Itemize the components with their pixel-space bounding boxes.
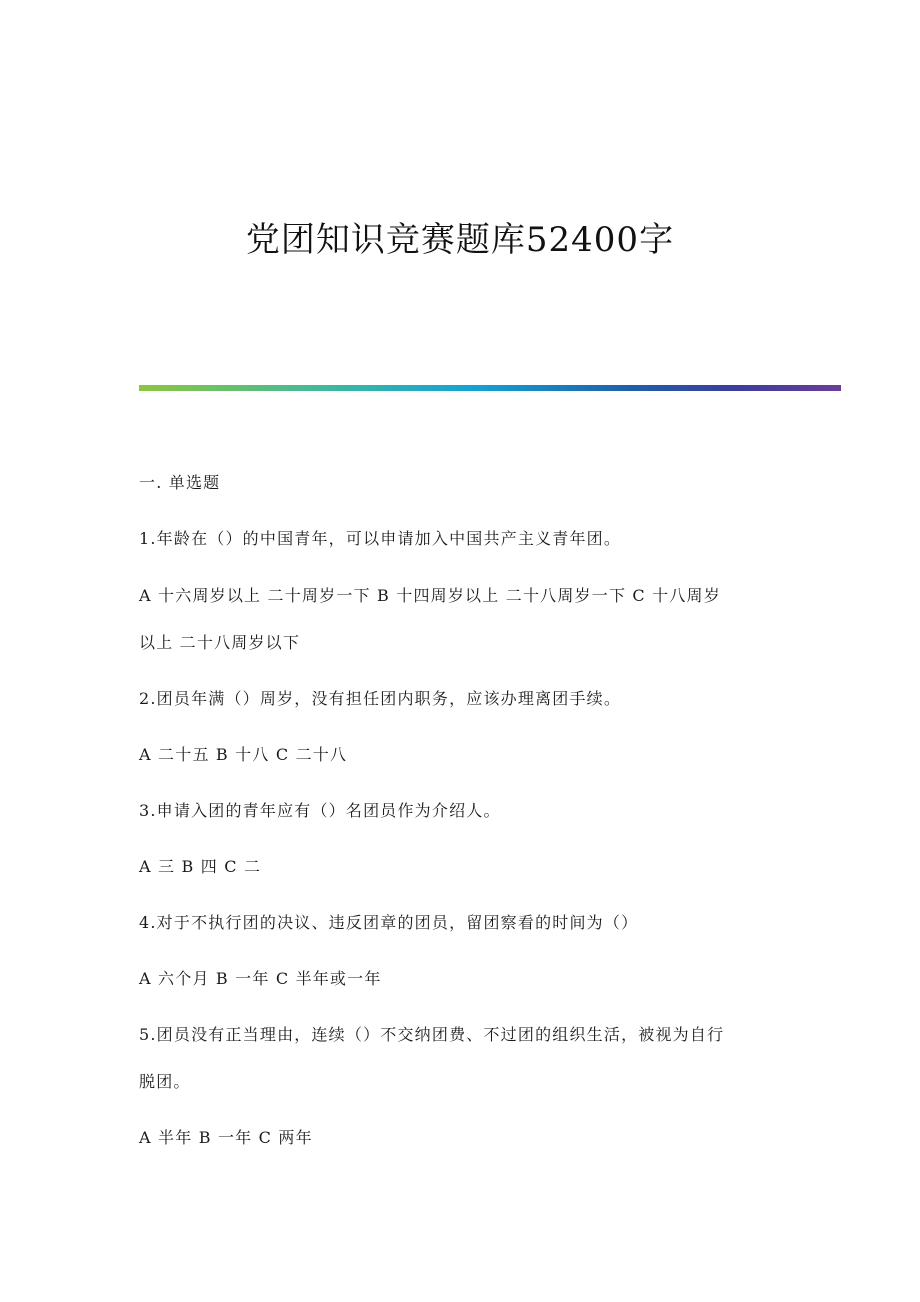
answer-options-3: A 三 B 四 C 二 — [139, 857, 262, 876]
answer-options-2: A 二十五 B 十八 C 二十八 — [139, 745, 348, 764]
answer-options-4: A 六个月 B 一年 C 半年或一年 — [139, 969, 382, 988]
answer-options-5: A 半年 B 一年 C 两年 — [139, 1128, 313, 1147]
question-4: 4.对于不执行团的决议、违反团章的团员，留团察看的时间为（） — [139, 913, 639, 932]
gradient-divider — [139, 385, 841, 391]
answer-options-1-line-2: 以上 二十八周岁以下 — [139, 633, 301, 652]
document-title: 党团知识竞赛题库52400字 — [245, 220, 675, 260]
question-5-line-2: 脱团。 — [139, 1072, 191, 1091]
question-5-line-1: 5.团员没有正当理由，连续（）不交纳团费、不过团的组织生活，被视为自行 — [139, 1025, 725, 1044]
answer-options-1-line-1: A 十六周岁以上 二十周岁一下 B 十四周岁以上 二十八周岁一下 C 十八周岁 — [139, 586, 721, 605]
question-2: 2.团员年满（）周岁，没有担任团内职务，应该办理离团手续。 — [139, 689, 622, 708]
section-heading: 一. 单选题 — [139, 473, 221, 492]
question-3: 3.申请入团的青年应有（）名团员作为介绍人。 — [139, 801, 501, 820]
question-1: 1.年龄在（）的中国青年，可以申请加入中国共产主义青年团。 — [139, 529, 622, 548]
